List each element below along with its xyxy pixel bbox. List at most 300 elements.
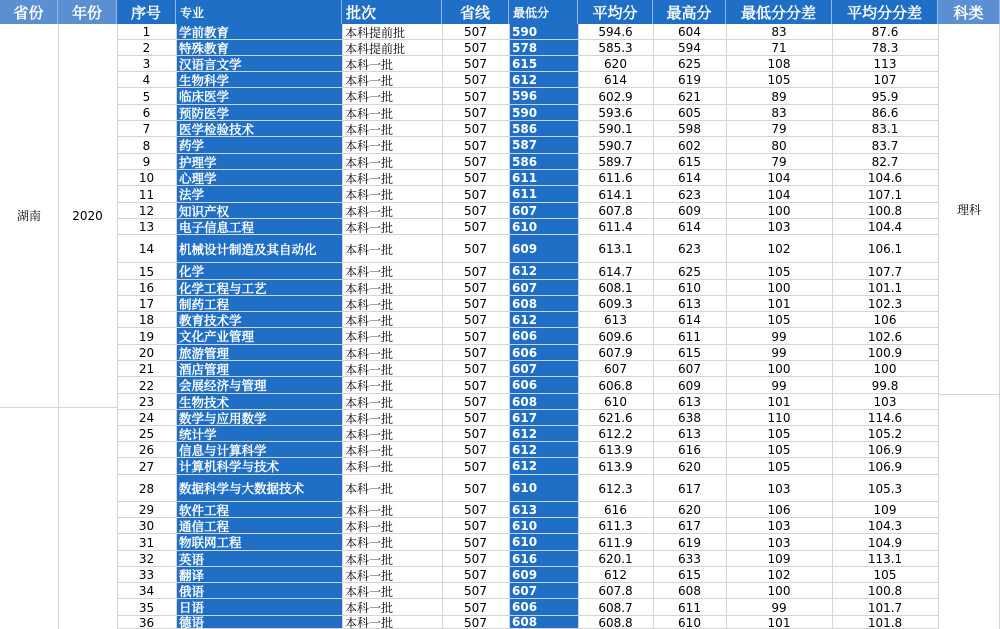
cell-max[interactable]: 615 [678,155,701,169]
cell-batch[interactable]: 本科一批 [345,297,394,312]
cell-line[interactable]: 507 [464,171,487,185]
cell-min[interactable]: 578 [509,40,578,56]
cell-batch[interactable]: 本科一批 [345,395,394,410]
merged-year-cell[interactable]: 2020 [72,208,103,223]
cell-avg-diff[interactable]: 100.8 [867,584,903,598]
cell-avg-diff[interactable]: 103 [873,395,897,409]
cell-max[interactable]: 625 [678,264,701,279]
cell-line[interactable]: 507 [464,459,487,474]
cell-avg-diff[interactable]: 86.6 [871,106,899,120]
cell-min[interactable]: 586 [509,154,578,170]
cell-major[interactable]: 统计学 [176,426,342,442]
cell-min-diff[interactable]: 100 [767,281,791,295]
cell-idx[interactable]: 26 [138,443,155,457]
cell-major[interactable]: 生物科学 [176,72,342,88]
cell-max[interactable]: 620 [678,503,701,517]
header-avg-diff[interactable]: 平均分分差 [832,0,938,24]
cell-major[interactable]: 药学 [176,137,342,154]
cell-max[interactable]: 615 [678,568,701,582]
cell-line[interactable]: 507 [464,362,487,376]
cell-min[interactable]: 596 [509,88,578,105]
cell-min-diff[interactable]: 89 [771,89,787,104]
cell-min-diff[interactable]: 80 [771,138,787,153]
cell-major[interactable]: 护理学 [176,154,342,170]
cell-avg[interactable]: 612.3 [598,481,633,496]
cell-avg-diff[interactable]: 109 [873,503,897,517]
cell-min-diff[interactable]: 99 [771,600,787,615]
cell-avg-diff[interactable]: 105.3 [867,481,903,496]
cell-min-diff[interactable]: 103 [767,220,791,234]
cell-avg-diff[interactable]: 113.1 [867,552,903,566]
cell-batch[interactable]: 本科一批 [345,122,394,137]
cell-major[interactable]: 通信工程 [176,518,342,534]
cell-idx[interactable]: 3 [142,57,151,71]
cell-line[interactable]: 507 [464,73,487,87]
cell-max[interactable]: 610 [678,281,701,295]
header-major[interactable]: 专业 [176,0,342,24]
cell-avg[interactable]: 614.7 [598,264,633,279]
cell-min-diff[interactable]: 99 [771,378,787,393]
header-subject[interactable]: 科类 [938,0,1000,24]
cell-max[interactable]: 605 [678,106,701,120]
cell-line[interactable]: 507 [464,155,487,169]
cell-min-diff[interactable]: 99 [771,346,787,360]
cell-avg[interactable]: 614.1 [598,187,633,202]
cell-line[interactable]: 507 [464,57,487,71]
cell-idx[interactable]: 31 [138,535,155,550]
cell-min-diff[interactable]: 101 [767,297,791,311]
cell-min-diff[interactable]: 79 [771,155,787,169]
cell-min[interactable]: 606 [509,599,578,616]
cell-avg[interactable]: 590.7 [598,138,633,153]
cell-idx[interactable]: 7 [142,122,151,136]
cell-max[interactable]: 625 [678,57,701,71]
cell-avg-diff[interactable]: 107 [873,73,897,87]
cell-min[interactable]: 606 [509,345,578,361]
cell-min[interactable]: 615 [509,56,578,72]
cell-idx[interactable]: 25 [138,427,155,441]
cell-batch[interactable]: 本科一批 [345,519,394,534]
cell-major[interactable]: 物联网工程 [176,534,342,551]
cell-line[interactable]: 507 [464,242,487,256]
cell-idx[interactable]: 20 [138,346,155,360]
cell-min-diff[interactable]: 103 [767,535,791,550]
cell-line[interactable]: 507 [464,89,487,104]
cell-avg-diff[interactable]: 100 [873,362,897,376]
cell-line[interactable]: 507 [464,138,487,153]
cell-min[interactable]: 607 [509,203,578,219]
cell-major[interactable]: 机械设计制造及其自动化 [176,235,342,263]
cell-batch[interactable]: 本科一批 [345,411,394,426]
cell-avg[interactable]: 616 [604,503,627,517]
cell-idx[interactable]: 1 [142,25,151,39]
cell-min-diff[interactable]: 100 [767,362,791,376]
cell-line[interactable]: 507 [464,427,487,441]
cell-batch[interactable]: 本科一批 [345,220,394,235]
cell-idx[interactable]: 19 [138,329,155,344]
cell-line[interactable]: 507 [464,187,487,202]
cell-min-diff[interactable]: 105 [767,73,791,87]
cell-idx[interactable]: 24 [138,411,155,425]
cell-min-diff[interactable]: 71 [771,41,787,55]
cell-max[interactable]: 604 [678,25,701,39]
cell-max[interactable]: 613 [678,427,701,441]
cell-avg[interactable]: 607.8 [598,204,633,218]
cell-avg-diff[interactable]: 114.6 [867,411,903,425]
cell-max[interactable]: 617 [678,519,701,533]
cell-min-diff[interactable]: 105 [767,443,791,457]
cell-batch[interactable]: 本科一批 [345,242,394,257]
cell-major[interactable]: 会展经济与管理 [176,377,342,394]
cell-max[interactable]: 614 [678,313,701,327]
cell-max[interactable]: 623 [678,187,701,202]
cell-idx[interactable]: 6 [142,106,151,120]
cell-avg[interactable]: 610 [604,395,627,409]
cell-avg[interactable]: 614 [604,73,627,87]
cell-min-diff[interactable]: 104 [767,171,791,185]
cell-avg-diff[interactable]: 101.7 [867,600,903,615]
cell-batch[interactable]: 本科一批 [345,379,394,393]
cell-batch[interactable]: 本科一批 [345,139,394,153]
cell-idx[interactable]: 32 [138,552,155,566]
cell-major[interactable]: 临床医学 [176,88,342,105]
cell-avg-diff[interactable]: 106.9 [867,459,903,474]
cell-line[interactable]: 507 [464,106,487,120]
header-avg[interactable]: 平均分 [578,0,653,24]
cell-line[interactable]: 507 [464,481,487,496]
cell-major[interactable]: 心理学 [176,170,342,186]
cell-major[interactable]: 特殊教育 [176,40,342,56]
cell-max[interactable]: 598 [678,122,701,136]
cell-avg-diff[interactable]: 87.6 [871,25,899,39]
cell-major[interactable]: 酒店管理 [176,361,342,377]
cell-batch[interactable]: 本科一批 [345,584,394,599]
cell-line[interactable]: 507 [464,281,487,295]
cell-batch[interactable]: 本科一批 [345,57,394,72]
cell-min-diff[interactable]: 108 [767,57,791,71]
cell-avg[interactable]: 607.8 [598,584,633,598]
cell-min[interactable]: 609 [509,235,578,263]
cell-line[interactable]: 507 [464,535,487,550]
cell-max[interactable]: 613 [678,297,701,311]
cell-line[interactable]: 507 [464,346,487,360]
cell-major[interactable]: 计算机科学与技术 [176,458,342,475]
cell-batch[interactable]: 本科一批 [345,313,394,328]
cell-min[interactable]: 607 [509,280,578,296]
cell-max[interactable]: 611 [678,600,701,615]
cell-line[interactable]: 507 [464,220,487,234]
cell-max[interactable]: 621 [678,89,701,104]
cell-avg[interactable]: 608.8 [598,616,633,629]
cell-batch[interactable]: 本科一批 [345,188,394,202]
cell-idx[interactable]: 18 [138,313,155,327]
cell-min-diff[interactable]: 83 [771,25,787,39]
cell-avg[interactable]: 609.6 [598,329,633,344]
header-max[interactable]: 最高分 [653,0,726,24]
cell-line[interactable]: 507 [464,204,487,218]
cell-avg[interactable]: 613.1 [598,242,633,256]
cell-avg-diff[interactable]: 102.6 [867,329,903,344]
cell-batch[interactable]: 本科一批 [345,482,394,496]
header-line[interactable]: 省线 [442,0,509,24]
header-year[interactable]: 年份 [58,0,117,24]
cell-major[interactable]: 数据科学与大数据技术 [176,475,342,502]
cell-avg-diff[interactable]: 95.9 [871,89,899,104]
cell-avg-diff[interactable]: 102.3 [867,297,903,311]
cell-min-diff[interactable]: 105 [767,427,791,441]
cell-avg[interactable]: 613 [604,313,627,327]
cell-min-diff[interactable]: 79 [771,122,787,136]
cell-line[interactable]: 507 [464,25,487,39]
cell-avg[interactable]: 590.1 [598,122,633,136]
cell-avg-diff[interactable]: 107.1 [867,187,903,202]
cell-min[interactable]: 612 [509,263,578,280]
cell-avg-diff[interactable]: 83.7 [871,138,899,153]
cell-line[interactable]: 507 [464,395,487,409]
cell-major[interactable]: 德语 [176,616,342,629]
cell-min[interactable]: 612 [509,458,578,475]
cell-min-diff[interactable]: 103 [767,519,791,533]
cell-max[interactable]: 633 [678,552,701,566]
cell-major[interactable]: 法学 [176,186,342,203]
cell-line[interactable]: 507 [464,443,487,457]
cell-min[interactable]: 608 [509,616,578,629]
cell-idx[interactable]: 14 [138,242,155,256]
cell-avg[interactable]: 613.9 [598,459,633,474]
cell-line[interactable]: 507 [464,378,487,393]
cell-major[interactable]: 文化产业管理 [176,328,342,345]
cell-min-diff[interactable]: 101 [767,395,791,409]
cell-idx[interactable]: 2 [142,41,151,55]
cell-min[interactable]: 609 [509,567,578,583]
cell-min[interactable]: 608 [509,296,578,312]
cell-min-diff[interactable]: 101 [767,616,791,629]
cell-avg-diff[interactable]: 104.4 [867,220,903,234]
cell-max[interactable]: 617 [678,481,701,496]
cell-avg-diff[interactable]: 105 [873,568,897,582]
header-min-diff[interactable]: 最低分分差 [726,0,832,24]
header-min[interactable]: 最低分 [509,0,578,24]
cell-major[interactable]: 化学 [176,263,342,280]
cell-major[interactable]: 英语 [176,551,342,567]
cell-major[interactable]: 生物技术 [176,394,342,410]
cell-min[interactable]: 586 [509,121,578,137]
cell-min-diff[interactable]: 100 [767,584,791,598]
cell-min[interactable]: 606 [509,328,578,345]
cell-min[interactable]: 611 [509,186,578,203]
cell-max[interactable]: 610 [678,616,701,629]
cell-idx[interactable]: 23 [138,395,155,409]
cell-avg[interactable]: 611.4 [598,220,633,234]
cell-major[interactable]: 数学与应用数学 [176,410,342,426]
cell-batch[interactable]: 本科一批 [345,536,394,550]
cell-batch[interactable]: 本科一批 [345,281,394,296]
cell-avg[interactable]: 609.3 [598,297,633,311]
cell-avg-diff[interactable]: 104.6 [867,171,903,185]
merged-province-cell[interactable]: 湖南 [16,209,41,223]
cell-idx[interactable]: 34 [138,584,155,598]
cell-line[interactable]: 507 [464,264,487,279]
cell-line[interactable]: 507 [464,600,487,615]
cell-min-diff[interactable]: 102 [767,568,791,582]
cell-max[interactable]: 602 [678,138,701,153]
cell-avg[interactable]: 612 [604,568,627,582]
cell-batch[interactable]: 本科一批 [345,616,394,629]
cell-avg[interactable]: 621.6 [598,411,633,425]
cell-min[interactable]: 611 [509,170,578,186]
cell-line[interactable]: 507 [464,584,487,598]
cell-line[interactable]: 507 [464,329,487,344]
cell-avg[interactable]: 593.6 [598,106,633,120]
cell-max[interactable]: 609 [678,378,701,393]
cell-min[interactable]: 590 [509,105,578,121]
cell-min[interactable]: 608 [509,394,578,410]
cell-min[interactable]: 613 [509,502,578,518]
cell-avg[interactable]: 611.6 [598,171,633,185]
cell-idx[interactable]: 17 [138,297,155,311]
cell-avg-diff[interactable]: 100.9 [867,346,903,360]
cell-idx[interactable]: 4 [142,73,151,87]
cell-batch[interactable]: 本科一批 [345,106,394,121]
cell-min[interactable]: 617 [509,410,578,426]
cell-avg[interactable]: 620.1 [598,552,633,566]
cell-avg-diff[interactable]: 78.3 [871,41,899,55]
cell-avg[interactable]: 594.6 [598,25,633,39]
cell-avg-diff[interactable]: 101.8 [867,616,903,629]
cell-max[interactable]: 638 [678,411,701,425]
cell-batch[interactable]: 本科一批 [345,601,394,615]
cell-idx[interactable]: 5 [142,89,151,104]
cell-avg[interactable]: 611.3 [598,519,633,533]
cell-avg[interactable]: 585.3 [598,41,633,55]
cell-max[interactable]: 614 [678,220,701,234]
cell-idx[interactable]: 15 [138,264,155,279]
cell-avg-diff[interactable]: 104.3 [867,519,903,533]
cell-max[interactable]: 611 [678,329,701,344]
cell-batch[interactable]: 本科一批 [345,427,394,442]
cell-line[interactable]: 507 [464,41,487,55]
cell-major[interactable]: 日语 [176,599,342,616]
cell-idx[interactable]: 12 [138,204,155,218]
cell-max[interactable]: 609 [678,204,701,218]
cell-batch[interactable]: 本科提前批 [345,41,406,56]
cell-major[interactable]: 电子信息工程 [176,219,342,235]
cell-batch[interactable]: 本科一批 [345,171,394,186]
cell-batch[interactable]: 本科一批 [345,503,394,518]
cell-max[interactable]: 614 [678,171,701,185]
cell-min-diff[interactable]: 103 [767,481,791,496]
cell-avg-diff[interactable]: 100.8 [867,204,903,218]
cell-avg[interactable]: 607.9 [598,346,633,360]
cell-min[interactable]: 610 [509,518,578,534]
cell-idx[interactable]: 9 [142,155,151,169]
cell-avg-diff[interactable]: 99.8 [871,378,899,393]
cell-max[interactable]: 615 [678,346,701,360]
cell-idx[interactable]: 29 [138,503,155,517]
cell-avg-diff[interactable]: 106.1 [867,242,903,256]
cell-idx[interactable]: 11 [138,187,155,202]
header-index[interactable]: 序号 [117,0,176,24]
cell-idx[interactable]: 33 [138,568,155,582]
cell-idx[interactable]: 8 [142,138,151,153]
cell-idx[interactable]: 22 [138,378,155,393]
cell-min[interactable]: 607 [509,361,578,377]
cell-line[interactable]: 507 [464,568,487,582]
header-province[interactable]: 省份 [0,0,58,24]
cell-line[interactable]: 507 [464,616,487,629]
cell-min[interactable]: 606 [509,377,578,394]
cell-batch[interactable]: 本科一批 [345,552,394,567]
cell-major[interactable]: 信息与计算科学 [176,442,342,458]
cell-max[interactable]: 619 [678,73,701,87]
cell-avg[interactable]: 613.9 [598,443,633,457]
cell-line[interactable]: 507 [464,297,487,311]
cell-min[interactable]: 607 [509,583,578,599]
cell-line[interactable]: 507 [464,503,487,517]
cell-batch[interactable]: 本科一批 [345,204,394,219]
cell-avg[interactable]: 608.1 [598,281,633,295]
cell-min[interactable]: 610 [509,475,578,502]
cell-batch[interactable]: 本科提前批 [345,25,406,40]
cell-avg-diff[interactable]: 101.1 [867,281,903,295]
cell-min-diff[interactable]: 99 [771,329,787,344]
cell-batch[interactable]: 本科一批 [345,73,394,88]
cell-major[interactable]: 软件工程 [176,502,342,518]
cell-line[interactable]: 507 [464,313,487,327]
cell-idx[interactable]: 28 [138,481,155,496]
cell-idx[interactable]: 10 [138,171,155,185]
cell-max[interactable]: 594 [678,41,701,55]
cell-min-diff[interactable]: 109 [767,552,791,566]
cell-avg-diff[interactable]: 113 [873,57,897,71]
cell-major[interactable]: 医学检验技术 [176,121,342,137]
cell-min[interactable]: 610 [509,534,578,551]
cell-min[interactable]: 612 [509,426,578,442]
merged-subject-cell[interactable]: 理科 [956,202,981,217]
cell-avg-diff[interactable]: 105.2 [867,427,903,441]
cell-avg-diff[interactable]: 107.7 [867,264,903,279]
cell-min[interactable]: 587 [509,137,578,154]
cell-avg[interactable]: 612.2 [598,427,633,441]
cell-avg-diff[interactable]: 104.9 [867,535,903,550]
cell-idx[interactable]: 16 [138,281,155,295]
cell-major[interactable]: 汉语言文学 [176,56,342,72]
cell-min-diff[interactable]: 110 [767,411,791,425]
cell-batch[interactable]: 本科一批 [345,155,394,170]
cell-batch[interactable]: 本科一批 [345,346,394,361]
cell-avg-diff[interactable]: 82.7 [871,155,899,169]
cell-max[interactable]: 613 [678,395,701,409]
cell-major[interactable]: 俄语 [176,583,342,599]
cell-avg[interactable]: 602.9 [598,89,633,104]
cell-max[interactable]: 616 [678,443,701,457]
cell-max[interactable]: 623 [678,242,701,256]
cell-major[interactable]: 知识产权 [176,203,342,219]
cell-major[interactable]: 化学工程与工艺 [176,280,342,296]
cell-min-diff[interactable]: 105 [767,459,791,474]
cell-avg[interactable]: 589.7 [598,155,633,169]
cell-line[interactable]: 507 [464,411,487,425]
cell-idx[interactable]: 13 [138,220,155,234]
cell-min-diff[interactable]: 104 [767,187,791,202]
cell-min[interactable]: 612 [509,442,578,458]
cell-line[interactable]: 507 [464,122,487,136]
cell-max[interactable]: 607 [678,362,701,376]
cell-max[interactable]: 619 [678,535,701,550]
header-batch[interactable]: 批次 [342,0,442,24]
cell-major[interactable]: 翻译 [176,567,342,583]
cell-min-diff[interactable]: 105 [767,264,791,279]
